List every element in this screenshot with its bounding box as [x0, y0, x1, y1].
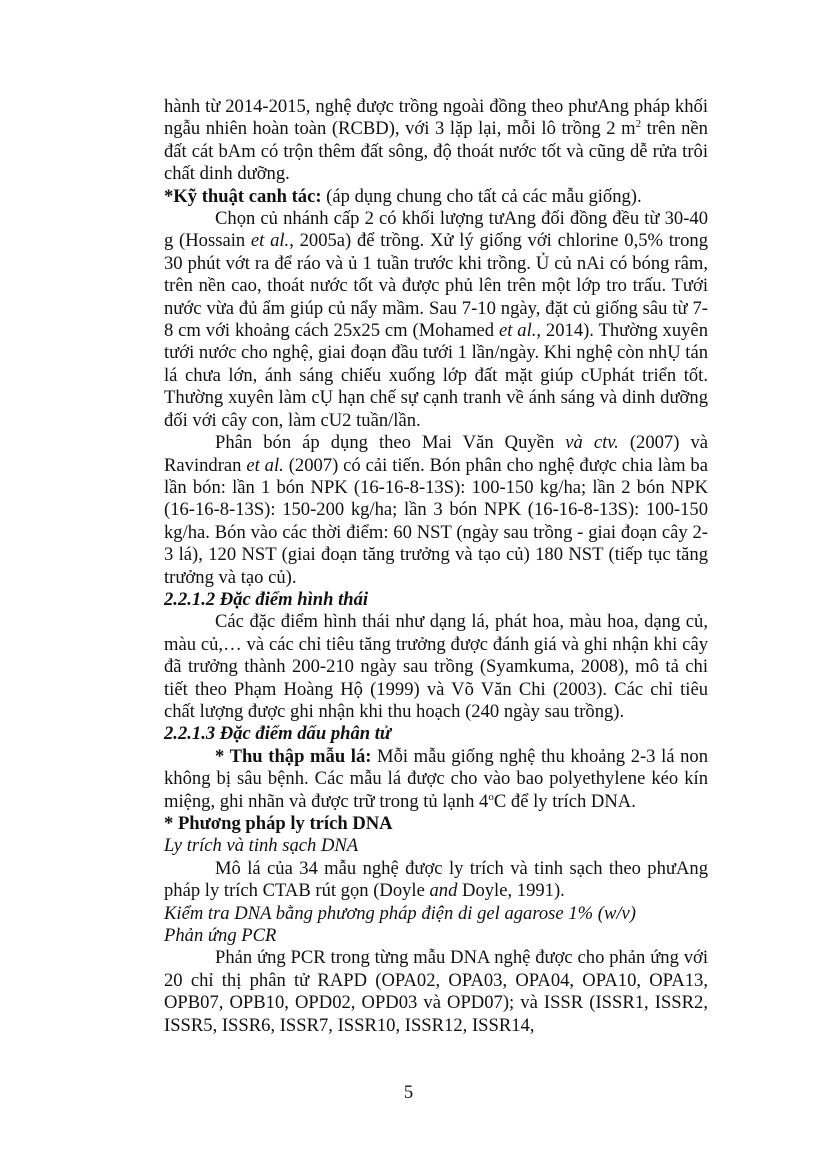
- paragraph-morphology: Các đặc điểm hình thái như dạng lá, phát hoa, màu hoa, dạng củ, màu củ,… và các chỉ tiêu tăng trưởng được đánh giá và ghi nhận khi cây đã trưởng thành 200-210 ngày sau trồng (Syamkuma, 2008), mô tả chi tiết theo Phạm Hoàng Hộ (1999) và Võ Văn Chi (2003). Các chỉ tiêu chất lượng được ghi nhận khi thu hoạch (240 ngày sau trồng).: [164, 611, 708, 722]
- paragraph-leaf-sampling: * Thu thập mẫu lá: Mỗi mẫu giống nghệ thu khoảng 2-3 lá non không bị sâu bệnh. Các mẫu lá được cho vào bao polyethylene kéo kín miệng, ghi nhãn và được trữ trong tủ lạnh 4$^o$C để ly trích DNA.: [164, 745, 709, 812]
- paragraph-cultivation-heading: *Kỹ thuật canh tác: (áp dụng chung cho tất cả các mẫu giống).: [164, 185, 642, 207]
- page-number: 5: [403, 1082, 414, 1103]
- leaf-sampling-label: * Thu thập mẫu lá:: [215, 745, 372, 767]
- paragraph-pcr: Phản ứng PCR trong từng mẫu DNA nghệ được cho phản ứng với 20 chỉ thị phân tử RAPD (OPA02, OPA03, OPA04, OPA10, OPA13, OPB07, OPB10, OPD02, OPD03 và OPD07); và ISSR (ISSR1, ISSR2, ISSR5, ISSR6, ISSR7, ISSR10, ISSR12, ISSR14,: [164, 947, 708, 1036]
- page-body: [164, 96, 708, 1037]
- cultivation-label: *Kỹ thuật canh tác:: [164, 185, 322, 207]
- subheading-gel-check: Kiểm tra DNA bằng phương pháp điện di gel agarose 1% (w/v): [164, 902, 636, 924]
- heading-dna-extraction: * Phương pháp ly trích DNA: [164, 813, 393, 834]
- paragraph-planting: Chọn củ nhánh cấp 2 có khối lượng tưAng đối đồng đều từ 30-40 g (Hossain et al., 2005a) để trồng. Xử lý giống với chlorine 0,5% trong 30 phút vớt ra để ráo và ủ 1 tuần trước khi trồng. Ủ củ nAi có bóng râm, trên nền cao, thoát nước tốt và được phủ lên trên một lớp tro trấu. Tưới nước vừa đủ ẩm giúp củ nẩy mầm. Sau 7-10 ngày, đặt củ giống sâu từ 7-8 cm với khoảng cách 25x25 cm (Mohamed et al., 2014). Thường xuyên tưới nước cho nghệ, giai đoạn đầu tưới 1 lần/ngày. Khi nghệ còn nhỤ tán lá chưa lớn, ánh sáng chiếu xuống lớp đất mặt giúp cUphát triển tốt. Thường xuyên làm cỤ hạn chế sự cạnh tranh về ánh sáng và dinh dưỡng đối với cây con, làm cU2 tuần/lần.: [164, 208, 709, 431]
- paragraph-field-method: hành từ 2014-2015, nghệ được trồng ngoài đồng theo phưAng pháp khối ngẫu nhiên hoàn toàn (RCBD), với 3 lặp lại, mỗi lô trồng 2 $m^2$ trên nền đất cát bAm có trộn thêm đất sông, độ thoát nước tốt và cũng dễ rửa trôi chất dinh dưỡng.: [164, 96, 708, 185]
- subheading-pcr: Phản ứng PCR: [164, 925, 277, 947]
- paragraph-ctab: Mô lá của 34 mẫu nghệ được ly trích và tinh sạch theo phưAng pháp ly trích CTAB rút gọn (Doyle and Doyle, 1991).: [164, 857, 708, 902]
- section-heading-morphology: 2.2.1.2 Đặc điểm hình thái: [164, 588, 369, 610]
- subheading-dna-purification: Ly trích và tinh sạch DNA: [164, 835, 359, 857]
- section-heading-molecular: 2.2.1.3 Đặc điểm dấu phân tử: [164, 723, 392, 745]
- paragraph-fertilizer: Phân bón áp dụng theo Mai Văn Quyền và ctv. (2007) và Ravindran et al. (2007) có cải tiến. Bón phân cho nghệ được chia làm ba lần bón: lần 1 bón NPK (16-16-8-13S): 100-150 kg/ha; lần 2 bón NPK (16-16-8-13S): 150-200 kg/ha; lần 3 bón NPK (16-16-8-13S): 100-150 kg/ha. Bón vào các thời điểm: 60 NST (ngày sau trồng - giai đoạn cây 2-3 lá), 120 NST (giai đoạn tăng trưởng và tạo củ) 180 NST (tiếp tục tăng trưởng và tạo củ).: [164, 432, 709, 588]
